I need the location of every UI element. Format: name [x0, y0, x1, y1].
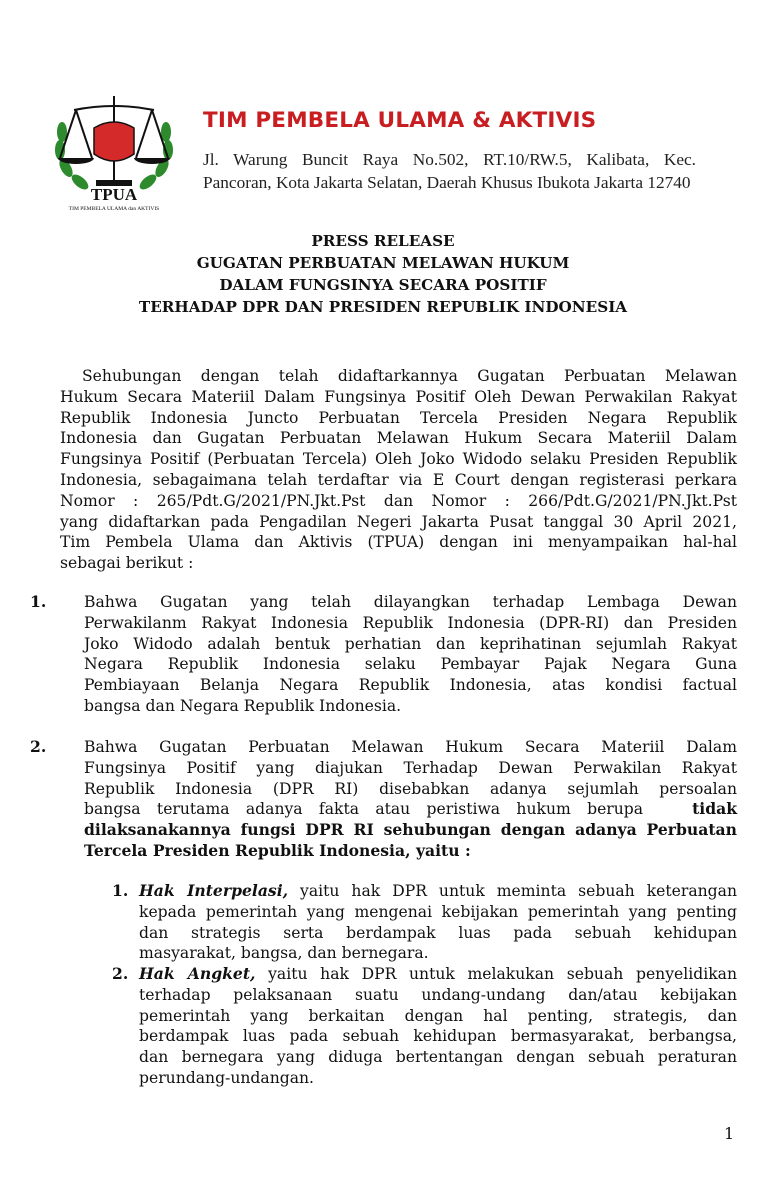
- term: Hak Angket,: [139, 964, 256, 983]
- text-line: perundang-undangan.: [139, 1068, 315, 1087]
- address-line: Jl. Warung Buncit Raya No.502, RT.10/RW.5, Kalibata, Kec.: [203, 150, 696, 169]
- subitem-number: 1.: [112, 881, 129, 900]
- text-line: Perwakilanm Rakyat Indonesia Republik Indonesia (DPR-RI) dan Presiden: [84, 613, 737, 632]
- tpua-logo: [48, 92, 180, 212]
- text-line: dan bernegara yang diduga bertentangan dengan sebuah peraturan: [139, 1048, 737, 1067]
- text-line: Hukum Secara Materiil Dalam Fungsinya Positif Oleh Dewan Perwakilan Rakyat: [60, 387, 737, 406]
- title-line: GUGATAN PERBUATAN MELAWAN HUKUM: [196, 254, 570, 272]
- subitem-1: [139, 881, 737, 964]
- text-line: Pembiayaan Belanja Negara Republik Indonesia, atas kondisi factual: [84, 676, 737, 695]
- title-line: DALAM FUNGSINYA SECARA POSITIF: [219, 276, 547, 294]
- text-line: [84, 799, 737, 820]
- text-line: bangsa dan Negara Republik Indonesia.: [84, 696, 402, 715]
- text-line: dan strategis serta berdampak luas pada sebuah kehidupan: [139, 923, 737, 942]
- logo-text: TPUA: [90, 185, 138, 204]
- text-line: Indonesia, sebagaimana telah terdaftar via E Court dengan registerasi perkara: [60, 470, 737, 489]
- item-number: 1.: [30, 592, 47, 611]
- text-line: Bahwa Gugatan yang telah dilayangkan terhadap Lembaga Dewan: [84, 593, 737, 611]
- text-line: masyarakat, bangsa, dan bernegara.: [139, 944, 429, 963]
- subitem-number: 2.: [112, 964, 129, 983]
- text-line: Indonesia dan Gugatan Perbuatan Melawan Hukum Secara Materiil Dalam: [60, 429, 737, 448]
- text-line: Fungsinya Positif (Perbuatan Tercela) Oleh Joko Widodo selaku Presiden Republik: [60, 450, 737, 469]
- text-line: Tim Pembela Ulama dan Aktivis (TPUA) dengan ini menyampaikan hal-hal: [60, 533, 737, 552]
- text-line: Republik Indonesia Juncto Perbuatan Tercela Presiden Negara Republik: [60, 408, 737, 427]
- text-line: Bahwa Gugatan Perbuatan Melawan Hukum Secara Materiil Dalam: [84, 738, 737, 756]
- text-line: [139, 881, 737, 902]
- bold-segment: tidak: [692, 799, 738, 819]
- text-line: sebagai berikut :: [60, 554, 194, 573]
- subitem-2: [139, 964, 737, 1089]
- item-number: 2.: [30, 737, 47, 756]
- item-2: [84, 737, 737, 862]
- text-line: Joko Widodo adalah bentuk perhatian dan keprihatinan sejumlah Rakyat: [84, 634, 737, 653]
- logo-subtext: TIM PEMBELA ULAMA dan AKTIVIS: [68, 206, 160, 212]
- text-line: [139, 964, 737, 985]
- text-segment: bangsa terutama adanya fakta atau peristiwa hukum berupa: [84, 800, 644, 819]
- page-number: 1: [724, 1124, 735, 1143]
- text-line: Sehubungan dengan telah didaftarkannya Gugatan Perbuatan Melawan: [82, 367, 737, 385]
- text-line: Nomor : 265/Pdt.G/2021/PN.Jkt.Pst dan Nomor : 266/Pdt.G/2021/PN.Jkt.Pst: [60, 491, 737, 510]
- item-1: [84, 592, 737, 717]
- term: Hak Interpelasi,: [139, 881, 289, 900]
- org-name: TIM PEMBELA ULAMA & AKTIVIS: [203, 108, 597, 133]
- text-segment: yaitu hak DPR untuk melakukan sebuah penyelidikan: [268, 965, 737, 983]
- title-line: PRESS RELEASE: [311, 232, 455, 250]
- address-line: Pancoran, Kota Jakarta Selatan, Daerah Khusus Ibukota Jakarta 12740: [203, 173, 691, 192]
- title-line: TERHADAP DPR DAN PRESIDEN REPUBLIK INDONESIA: [138, 298, 628, 316]
- text-line: yang didaftarkan pada Pengadilan Negeri Jakarta Pusat tanggal 30 April 2021,: [60, 512, 737, 531]
- document-title: [0, 230, 766, 318]
- bold-line: dilaksanakannya fungsi DPR RI sehubungan dengan adanya Perbuatan: [84, 820, 737, 840]
- text-line: Republik Indonesia (DPR RI) disebabkan adanya sejumlah persoalan: [84, 779, 737, 798]
- address: [203, 148, 696, 194]
- text-line: terhadap pelaksanaan suatu undang-undang dan/atau kebijakan: [139, 985, 737, 1004]
- text-segment: yaitu hak DPR untuk meminta sebuah keterangan: [300, 882, 737, 900]
- text-line: Negara Republik Indonesia selaku Pembayar Pajak Negara Guna: [84, 655, 737, 674]
- text-line: kepada pemerintah yang mengenai kebijakan pemerintah yang penting: [139, 902, 737, 921]
- text-line: Fungsinya Positif yang diajukan Terhadap Dewan Perwakilan Rakyat: [84, 758, 737, 777]
- text-line: pemerintah yang berkaitan dengan hal penting, strategis, dan: [139, 1006, 737, 1025]
- text-line: berdampak luas pada sebuah kehidupan bermasyarakat, berbangsa,: [139, 1027, 737, 1046]
- intro-paragraph: [60, 366, 737, 574]
- bold-line: Tercela Presiden Republik Indonesia, yaitu :: [84, 840, 471, 860]
